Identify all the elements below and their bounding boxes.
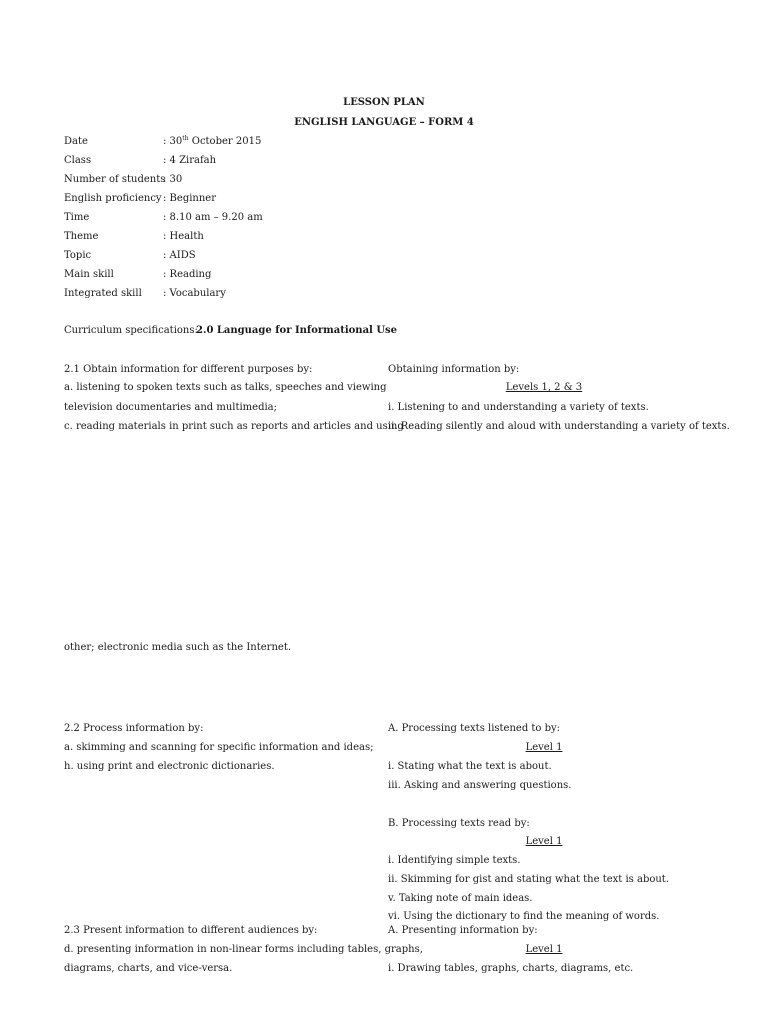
- s23-right-level: Level 1: [525, 944, 563, 955]
- detail-value-topic: : AIDS: [163, 250, 196, 261]
- detail-value-main-skill: : Reading: [163, 269, 212, 280]
- detail-value-theme: : Health: [163, 231, 204, 242]
- s22-right-b-item-4: vi. Using the dictionary to find the meaning of words.: [388, 911, 660, 922]
- s22-left-line-2: a. skimming and scanning for specific information and ideas;: [64, 742, 374, 753]
- page-title: LESSON PLAN: [343, 97, 425, 108]
- s21-left-line-2: a. listening to spoken texts such as talks, speeches and viewing: [64, 382, 387, 393]
- detail-label-main-skill: Main skill: [64, 269, 114, 280]
- s21-left-line-4: c. reading materials in print such as reports and articles and using: [64, 421, 404, 432]
- detail-value-integrated-skill: : Vocabulary: [163, 288, 226, 299]
- detail-value-date: : 30th October 2015: [163, 135, 262, 147]
- detail-label-proficiency: English proficiency: [64, 193, 162, 204]
- s23-right-heading: A. Presenting information by:: [388, 925, 538, 936]
- s22-right-b-item-2: ii. Skimming for gist and stating what the text is about.: [388, 874, 670, 885]
- s23-left-line-2: d. presenting information in non-linear forms including tables, graphs,: [64, 944, 423, 955]
- s22-left-line-3: h. using print and electronic dictionaries.: [64, 761, 275, 772]
- s21-left-line-1: 2.1 Obtain information for different purposes by:: [64, 364, 313, 375]
- s21-right-item-1: i. Listening to and understanding a variety of texts.: [388, 402, 649, 413]
- s23-right-item-1: i. Drawing tables, graphs, charts, diagrams, etc.: [388, 963, 634, 974]
- detail-label-students: Number of students: [64, 174, 166, 185]
- detail-value-students: : 30: [163, 174, 183, 185]
- s22-left-line-1: 2.2 Process information by:: [64, 723, 204, 734]
- detail-value-proficiency: : Beginner: [163, 193, 216, 204]
- s22-right-b-item-3: v. Taking note of main ideas.: [388, 893, 533, 904]
- s22-right-a-item-1: i. Stating what the text is about.: [388, 761, 552, 772]
- detail-value-time: : 8.10 am – 9.20 am: [163, 212, 263, 223]
- s22-right-b-level: Level 1: [525, 836, 563, 847]
- s21-left-line-3: television documentaries and multimedia;: [64, 402, 278, 413]
- detail-label-time: Time: [64, 212, 90, 223]
- curriculum-value: 2.0 Language for Informational Use: [196, 325, 398, 336]
- detail-value-class: : 4 Zirafah: [163, 155, 217, 166]
- s23-left-line-3: diagrams, charts, and vice-versa.: [64, 963, 233, 974]
- s22-right-a-item-2: iii. Asking and answering questions.: [388, 780, 572, 791]
- s21-right-heading: Obtaining information by:: [388, 364, 520, 375]
- s22-right-a-level: Level 1: [525, 742, 563, 753]
- curriculum-label: Curriculum specifications:: [64, 325, 198, 336]
- s21-right-level: Levels 1, 2 & 3: [505, 382, 583, 393]
- s22-right-a-heading: A. Processing texts listened to by:: [388, 723, 561, 734]
- detail-label-theme: Theme: [64, 231, 99, 242]
- s21-left-continued: other; electronic media such as the Internet.: [64, 642, 292, 653]
- s23-left-line-1: 2.3 Present information to different audiences by:: [64, 925, 318, 936]
- s22-right-b-heading: B. Processing texts read by:: [388, 818, 530, 829]
- s22-right-b-item-1: i. Identifying simple texts.: [388, 855, 521, 866]
- detail-label-integrated-skill: Integrated skill: [64, 288, 142, 299]
- s21-right-item-2: ii. Reading silently and aloud with understanding a variety of texts.: [388, 421, 730, 432]
- page-subtitle: ENGLISH LANGUAGE – FORM 4: [294, 117, 474, 128]
- detail-label-class: Class: [64, 155, 92, 166]
- detail-label-topic: Topic: [64, 250, 92, 261]
- detail-label-date: Date: [64, 136, 88, 147]
